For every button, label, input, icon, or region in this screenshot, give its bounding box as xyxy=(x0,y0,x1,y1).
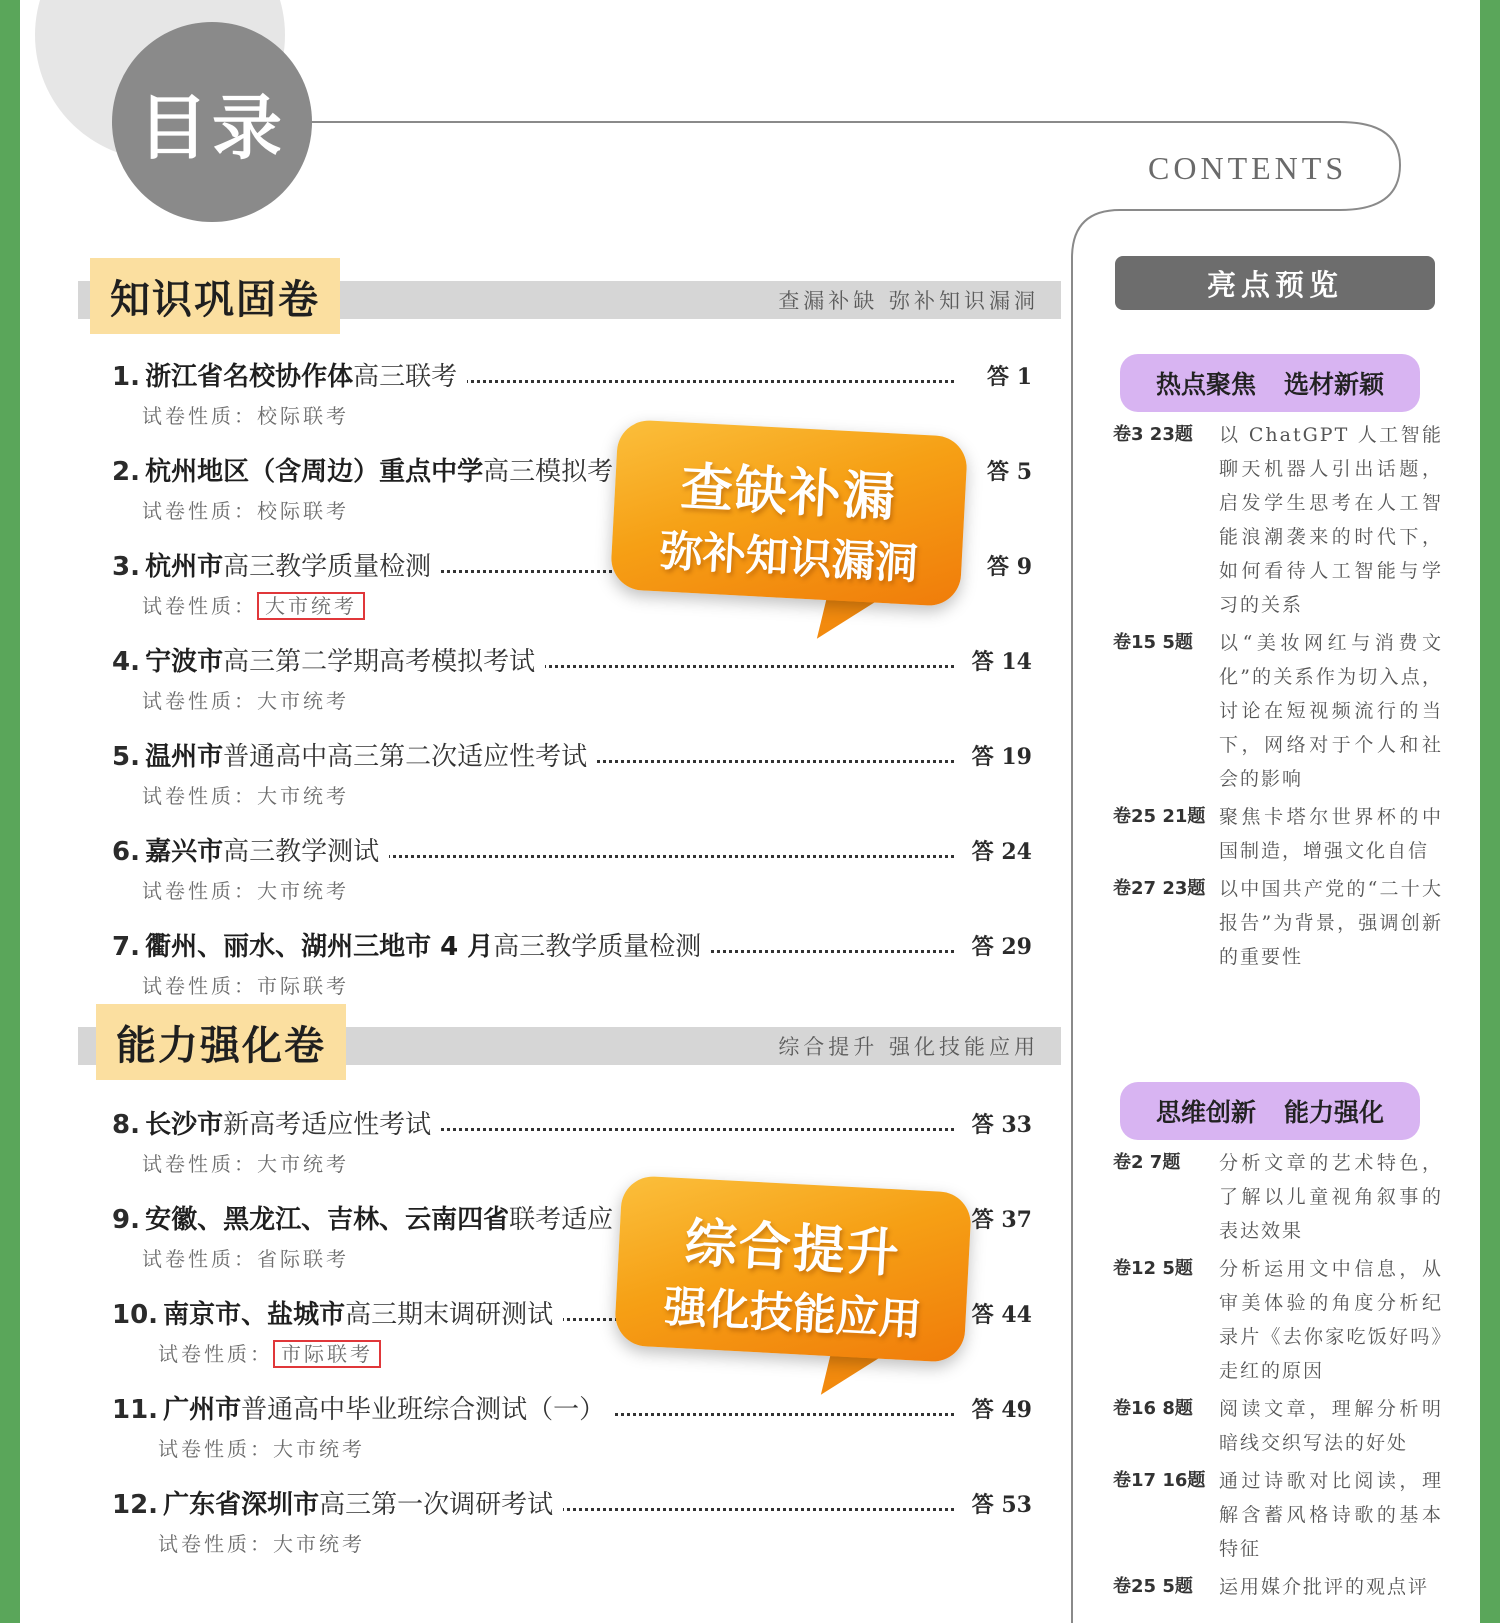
toc-entry-exam: 高三期末调研测试 xyxy=(345,1300,554,1330)
toc-entry-exam: 普通高中高三第二次适应性考试 xyxy=(223,742,588,772)
toc-entry-title xyxy=(112,1203,623,1240)
toc-entry-exam: 高三教学质量检测 xyxy=(223,552,432,582)
nature-label: 试卷性质： xyxy=(142,1247,257,1271)
toc-entry-page: 答 19 xyxy=(971,744,1032,770)
page-title: 目录 xyxy=(138,85,286,169)
callout-bubble-1 xyxy=(614,428,964,598)
highlight-desc: 分析运用文中信息，从审美体验的角度分析纪录片《去你家吃饭好吗》走红的原因 xyxy=(1219,1258,1443,1382)
nature-value: 大市统考 xyxy=(273,1437,365,1461)
highlight-ref: 卷25 21题 xyxy=(1113,806,1206,827)
pill-label: 能力强化 xyxy=(1284,1098,1385,1127)
highlight-desc: 分析文章的艺术特色，了解以儿童视角叙事的表达效果 xyxy=(1219,1152,1443,1242)
toc-entry-region: 温州市 xyxy=(145,742,224,772)
toc-entry-nature xyxy=(112,780,1032,809)
sidebar-list-1 xyxy=(1113,418,1443,978)
nature-label: 试卷性质： xyxy=(158,1532,273,1556)
toc-entry-title xyxy=(112,1298,563,1335)
toc-entry-title xyxy=(112,1488,563,1525)
toc-entry[interactable] xyxy=(112,645,1032,714)
section-title-ability: 能力强化卷 xyxy=(96,1004,346,1080)
highlight-desc: 以中国共产党的“二十大报告”为背景，强调创新的重要性 xyxy=(1219,878,1443,968)
toc-entry-exam: 高三教学质量检测 xyxy=(493,932,702,962)
pill-label: 选材新颖 xyxy=(1284,370,1385,399)
toc-entry-number: 8. xyxy=(112,1110,140,1140)
toc-entry-exam: 高三第二学期高考模拟考试 xyxy=(223,647,536,677)
highlight-desc: 阅读文章，理解分析明暗线交织写法的好处 xyxy=(1219,1398,1443,1454)
toc-entry-number: 2. xyxy=(112,457,140,487)
highlight-ref: 卷12 5题 xyxy=(1113,1258,1193,1279)
highlight-item xyxy=(1113,1252,1443,1388)
toc-entry-region: 杭州市 xyxy=(145,552,224,582)
toc-entry[interactable] xyxy=(112,930,1032,999)
toc-entry-page: 答 37 xyxy=(971,1207,1032,1233)
toc-entry[interactable] xyxy=(112,1108,1032,1177)
toc-entry-number: 1. xyxy=(112,362,140,392)
toc-entry-region: 杭州地区（含周边）重点中学 xyxy=(145,457,484,487)
sidebar-group-pill-1 xyxy=(1120,354,1420,412)
highlight-ref: 卷25 5题 xyxy=(1113,1576,1193,1597)
toc-entry-nature xyxy=(112,875,1032,904)
toc-entry-page: 答 9 xyxy=(987,554,1032,580)
toc-entry-region: 长沙市 xyxy=(145,1110,224,1140)
highlight-item xyxy=(1113,872,1443,974)
toc-entry-region: 宁波市 xyxy=(145,647,224,677)
toc-entry-row xyxy=(112,740,1032,774)
callout-line-1: 综合提升 xyxy=(683,1213,903,1285)
section-tagline: 查漏补缺 弥补知识漏洞 xyxy=(778,289,1039,313)
toc-entry-row xyxy=(112,1488,1032,1522)
toc-entry-page: 答 5 xyxy=(987,459,1032,485)
section-title-knowledge: 知识巩固卷 xyxy=(90,258,340,334)
nature-label: 试卷性质： xyxy=(158,1342,273,1366)
highlight-item xyxy=(1113,626,1443,796)
sidebar-heading: 亮点预览 xyxy=(1115,256,1435,310)
toc-entry-number: 11. xyxy=(112,1395,159,1425)
nature-label: 试卷性质： xyxy=(142,879,257,903)
highlight-item xyxy=(1113,800,1443,868)
toc-entry-row xyxy=(112,930,1032,964)
nature-value: 大市统考 xyxy=(257,592,365,620)
toc-entry-row xyxy=(112,1108,1032,1142)
toc-entry-row xyxy=(112,645,1032,679)
nature-label: 试卷性质： xyxy=(158,1437,273,1461)
nature-value: 大市统考 xyxy=(257,784,349,808)
toc-entry-nature xyxy=(112,1148,1032,1177)
nature-label: 试卷性质： xyxy=(142,974,257,998)
toc-entry[interactable] xyxy=(112,740,1032,809)
highlight-desc: 通过诗歌对比阅读，理解含蓄风格诗歌的基本特征 xyxy=(1219,1470,1443,1560)
nature-label: 试卷性质： xyxy=(142,594,257,618)
toc-entry-page: 答 1 xyxy=(987,364,1032,390)
toc-entry-region: 安徽、黑龙江、吉林、云南四省 xyxy=(145,1205,510,1235)
toc-entry-page: 答 33 xyxy=(971,1112,1032,1138)
sidebar-group-pill-2 xyxy=(1120,1082,1420,1140)
toc-entry-page: 答 29 xyxy=(971,934,1032,960)
toc-entry[interactable] xyxy=(112,360,1032,429)
nature-value: 大市统考 xyxy=(273,1532,365,1556)
highlight-item xyxy=(1113,1570,1443,1604)
callout-bubble-2 xyxy=(618,1184,968,1354)
highlight-item xyxy=(1113,1392,1443,1460)
toc-entry-page: 答 49 xyxy=(971,1397,1032,1423)
pill-label: 热点聚焦 xyxy=(1155,370,1256,399)
toc-entry-number: 10. xyxy=(112,1300,159,1330)
toc-entry[interactable] xyxy=(112,1488,1032,1557)
toc-entry-exam: 新高考适应性考试 xyxy=(223,1110,432,1140)
toc-entry-row xyxy=(112,1393,1032,1427)
nature-label: 试卷性质： xyxy=(142,1152,257,1176)
nature-value: 大市统考 xyxy=(257,879,349,903)
pill-label: 思维创新 xyxy=(1155,1098,1256,1127)
toc-entry-exam: 高三第一次调研考试 xyxy=(319,1490,554,1520)
toc-entry-nature xyxy=(112,400,1032,429)
toc-entry-exam: 高三联考 xyxy=(353,362,458,392)
highlight-ref: 卷3 23题 xyxy=(1113,424,1193,445)
toc-entry-title xyxy=(112,835,389,872)
highlight-ref: 卷17 16题 xyxy=(1113,1470,1206,1491)
toc-entry-row xyxy=(112,835,1032,869)
toc-entry-title xyxy=(112,930,711,967)
nature-label: 试卷性质： xyxy=(142,499,257,523)
toc-entry-region: 南京市、盐城市 xyxy=(163,1300,346,1330)
toc-entry-number: 3. xyxy=(112,552,140,582)
highlight-ref: 卷15 5题 xyxy=(1113,632,1193,653)
toc-entry-title xyxy=(112,645,545,682)
toc-entry-region: 广东省深圳市 xyxy=(163,1490,320,1520)
nature-value: 校际联考 xyxy=(257,404,349,428)
highlight-desc: 以 ChatGPT 人工智能聊天机器人引出话题，启发学生思考在人工智能浪潮袭来的时代下，如何看待人工智能与学习的关系 xyxy=(1219,424,1443,616)
toc-entry-nature xyxy=(112,685,1032,714)
toc-entry-page: 答 24 xyxy=(971,839,1032,865)
highlight-ref: 卷27 23题 xyxy=(1113,878,1206,899)
toc-entry-exam: 高三模拟考 xyxy=(483,457,614,487)
toc-entry-number: 12. xyxy=(112,1490,159,1520)
toc-entry-page: 答 44 xyxy=(971,1302,1032,1328)
title-circle xyxy=(112,22,312,222)
toc-entry-page: 答 53 xyxy=(971,1492,1032,1518)
toc-entry-exam: 高三教学测试 xyxy=(223,837,380,867)
callout-line-2: 弥补知识漏洞 xyxy=(658,526,919,590)
highlight-item xyxy=(1113,1464,1443,1566)
nature-label: 试卷性质： xyxy=(142,784,257,808)
highlight-item xyxy=(1113,1146,1443,1248)
toc-entry-exam: 联考适应 xyxy=(509,1205,614,1235)
toc-entry[interactable] xyxy=(112,1393,1032,1462)
toc-entry-title xyxy=(112,740,597,777)
toc-entry-region: 浙江省名校协作体 xyxy=(145,362,354,392)
toc-entry-nature xyxy=(112,1528,1032,1557)
highlight-desc: 以“美妆网红与消费文化”的关系作为切入点，讨论在短视频流行的当下，网络对于个人和社会的影响 xyxy=(1219,632,1443,790)
toc-entry-nature xyxy=(112,1433,1032,1462)
nature-value: 校际联考 xyxy=(257,499,349,523)
toc-entry-number: 7. xyxy=(112,932,140,962)
toc-entry-region: 衢州、丽水、湖州三地市 4 月 xyxy=(145,932,494,962)
toc-entry-region: 嘉兴市 xyxy=(145,837,224,867)
highlight-ref: 卷2 7题 xyxy=(1113,1152,1181,1173)
toc-entry-nature xyxy=(112,970,1032,999)
nature-label: 试卷性质： xyxy=(142,404,257,428)
callout-line-1: 查缺补漏 xyxy=(679,457,899,529)
toc-entry-region: 广州市 xyxy=(163,1395,242,1425)
toc-entry-title xyxy=(112,550,441,587)
toc-page xyxy=(20,0,1480,1623)
toc-entry-title xyxy=(112,1108,441,1145)
callout-line-2: 强化技能应用 xyxy=(662,1282,923,1346)
highlight-item xyxy=(1113,418,1443,622)
section-tagline: 综合提升 强化技能应用 xyxy=(778,1035,1039,1059)
toc-entry[interactable] xyxy=(112,835,1032,904)
toc-entry-number: 5. xyxy=(112,742,140,772)
sidebar-list-2 xyxy=(1113,1146,1443,1608)
toc-entry-title xyxy=(112,455,623,492)
highlight-desc: 聚焦卡塔尔世界杯的中国制造，增强文化自信 xyxy=(1219,806,1443,862)
nature-value: 市际联考 xyxy=(257,974,349,998)
highlight-ref: 卷16 8题 xyxy=(1113,1398,1193,1419)
contents-label: CONTENTS xyxy=(1148,150,1348,186)
toc-entry-title xyxy=(112,360,467,397)
toc-entry-number: 4. xyxy=(112,647,140,677)
nature-value: 大市统考 xyxy=(257,689,349,713)
nature-value: 省际联考 xyxy=(257,1247,349,1271)
nature-value: 市际联考 xyxy=(273,1340,381,1368)
toc-entry-exam: 普通高中毕业班综合测试（一） xyxy=(241,1395,606,1425)
toc-entry-number: 6. xyxy=(112,837,140,867)
highlight-desc: 运用媒介批评的观点评 xyxy=(1219,1576,1430,1598)
toc-entry-number: 9. xyxy=(112,1205,140,1235)
nature-value: 大市统考 xyxy=(257,1152,349,1176)
toc-entry-page: 答 14 xyxy=(971,649,1032,675)
toc-entry-row xyxy=(112,360,1032,394)
toc-entry-title xyxy=(112,1393,615,1430)
nature-label: 试卷性质： xyxy=(142,689,257,713)
